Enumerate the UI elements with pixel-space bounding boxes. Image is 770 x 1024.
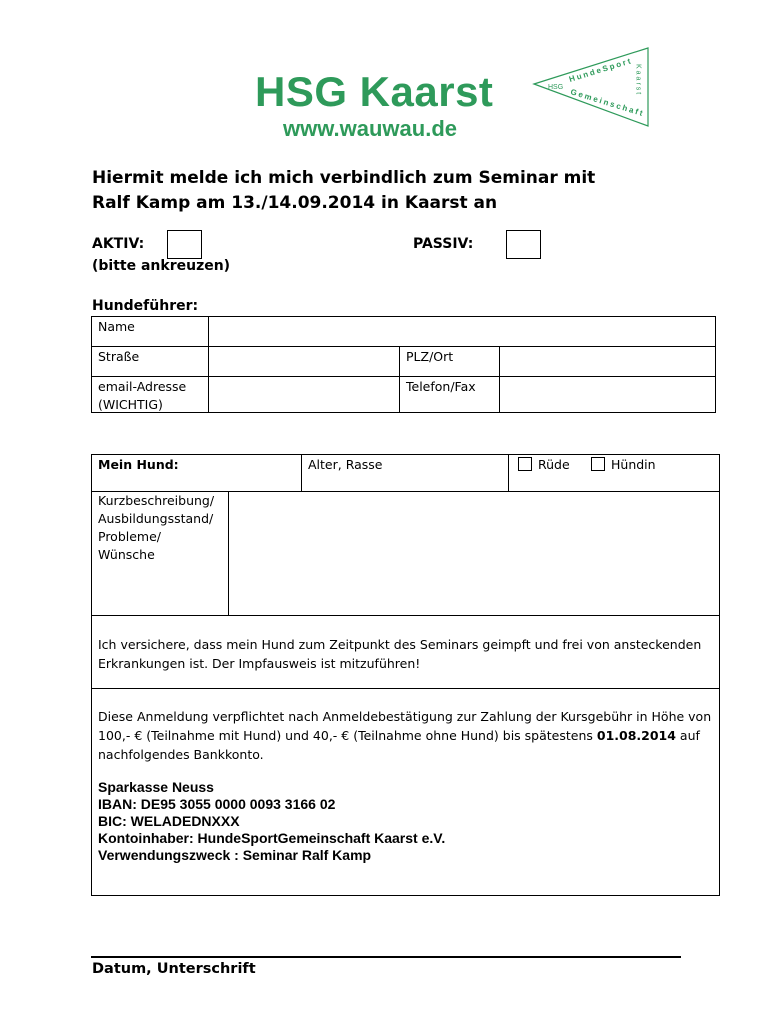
bank-bic: BIC: WELADEDNXXX xyxy=(98,813,240,829)
aktiv-label: AKTIV: xyxy=(92,236,145,252)
aktiv-checkbox[interactable] xyxy=(167,230,202,259)
logo-text-bottom: Gemeinschaft xyxy=(569,87,646,119)
logo-text-side: Kaarst xyxy=(634,64,642,97)
plz-label: PLZ/Ort xyxy=(406,349,454,364)
male-option[interactable] xyxy=(518,455,570,474)
checkbox-hint: (bitte ankreuzen) xyxy=(92,258,231,274)
street-label: Straße xyxy=(98,349,140,364)
phone-field[interactable] xyxy=(501,378,714,412)
plz-field[interactable] xyxy=(501,348,714,375)
description-label: Kurzbeschreibung/ Ausbildungsstand/ Probleme/ Wünsche xyxy=(98,493,215,562)
name-label: Name xyxy=(98,319,135,334)
bank-name: Sparkasse Neuss xyxy=(98,779,214,795)
email-field[interactable] xyxy=(210,378,398,412)
age-breed-field[interactable] xyxy=(390,458,505,488)
club-logo xyxy=(532,46,650,128)
logo-abbr: HSG xyxy=(548,84,564,91)
my-dog-label: Mein Hund: xyxy=(98,457,179,472)
phone-label: Telefon/Fax xyxy=(406,379,476,394)
club-website: www.wauwau.de xyxy=(283,116,457,141)
payment-note: Diese Anmeldung verpflichtet nach Anmeldebestätigung zur Zahlung der Kursgebühr in Höhe von 100,- € (Teilnahme mit Hund) und 40,- € (Teilnahme ohne Hund) bis spätestens 01.08.2014 auf nachfolgendes Bankkonto. xyxy=(98,709,712,762)
name-field[interactable] xyxy=(210,318,714,345)
street-field[interactable] xyxy=(210,348,398,375)
bank-holder: Kontoinhaber: HundeSportGemeinschaft Kaarst e.V. xyxy=(98,830,446,846)
description-field[interactable] xyxy=(230,493,718,613)
female-label: Hündin xyxy=(611,457,656,472)
male-checkbox[interactable] xyxy=(518,457,532,471)
vaccination-note: Ich versichere, dass mein Hund zum Zeitpunkt des Seminars geimpft und frei von ansteckenden Erkrankungen ist. Der Impfausweis ist mitzuführen! xyxy=(98,637,702,671)
female-option[interactable] xyxy=(591,455,656,474)
payment-deadline: 01.08.2014 xyxy=(596,728,676,743)
intro-line-2: Ralf Kamp am 13./14.09.2014 in Kaarst an xyxy=(92,193,498,213)
bank-purpose: Verwendungszweck : Seminar Ralf Kamp xyxy=(98,847,372,863)
handler-heading: Hundeführer: xyxy=(92,298,199,314)
email-label: email-Adresse xyxy=(98,379,187,394)
signature-line[interactable] xyxy=(91,956,681,958)
male-label: Rüde xyxy=(538,457,570,472)
signature-label: Datum, Unterschrift xyxy=(92,961,256,977)
passiv-checkbox[interactable] xyxy=(506,230,541,259)
club-title: HSG Kaarst xyxy=(255,68,494,115)
intro-line-1: Hiermit melde ich mich verbindlich zum Seminar mit xyxy=(92,168,596,188)
logo-text-top: HundeSport xyxy=(567,56,634,84)
passiv-label: PASSIV: xyxy=(413,236,474,252)
female-checkbox[interactable] xyxy=(591,457,605,471)
bank-details xyxy=(98,779,445,864)
bank-iban: IBAN: DE95 3055 0000 0093 3166 02 xyxy=(98,796,336,812)
email-label-note: (WICHTIG) xyxy=(98,397,163,412)
age-breed-label: Alter, Rasse xyxy=(308,457,383,472)
